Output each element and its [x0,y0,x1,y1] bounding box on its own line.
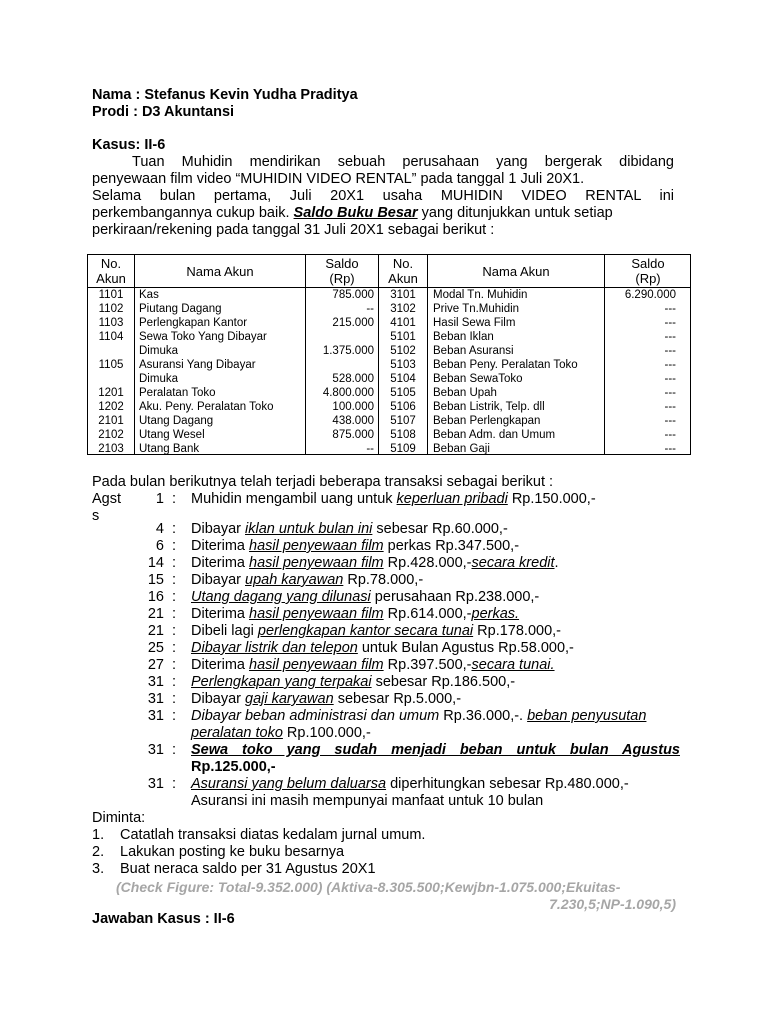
account-name: Piutang Dagang [139,303,222,315]
account-balance: --- [664,429,676,441]
account-name: Modal Tn. Muhidin [433,289,528,301]
transaction-text-cont: Asuransi ini masih mempunyai manfaat untuk 10 bulan [191,793,544,809]
account-number: 5106 [390,401,416,413]
header-no-akun-right: No. Akun [388,256,418,286]
account-name: Beban Peny. Peralatan Toko [433,359,578,371]
account-balance: -- [366,443,374,455]
account-name: Dimuka [139,345,178,357]
transaction-day: 31 [147,776,164,792]
account-name: Utang Wesel [139,429,205,441]
account-balance: 438.000 [332,415,374,427]
transaction-text-cont: peralatan toko Rp.100.000,- [191,725,371,741]
account-balance: 215.000 [332,317,374,329]
ledger-balance-table [87,254,691,455]
intro-line-2: penyewaan film video “MUHIDIN VIDEO RENTAL” pada tanggal 1 Juli 20X1. [92,171,585,187]
header-saldo-right: Saldo (Rp) [631,256,665,286]
account-number: 1101 [98,289,124,301]
transaction-day: 31 [147,674,164,690]
colon: : [172,708,177,724]
account-balance: --- [664,387,676,399]
transaction-text: Asuransi yang belum daluarsa diperhitungkan sebesar Rp.480.000,- [191,776,629,792]
colon: : [172,538,177,554]
transaction-day: 31 [147,691,164,707]
month-label: Agst [92,491,122,507]
colon: : [172,623,177,639]
account-number: 5108 [390,429,416,441]
transaction-day: 21 [147,606,164,622]
account-balance: 528.000 [332,373,374,385]
account-balance: --- [664,317,676,329]
colon: : [172,572,177,588]
account-balance: --- [664,415,676,427]
requirement-item: 2. Lakukan posting ke buku besarnya [92,844,345,860]
transaction-text: Diterima hasil penyewaan film perkas Rp.347.500,- [191,538,520,554]
account-balance: --- [664,443,676,455]
account-name: Beban SewaToko [433,373,523,385]
case-title: Kasus: II-6 [92,137,166,153]
account-number: 5104 [390,373,416,385]
transaction-text: Dibayar listrik dan telepon untuk Bulan Agustus Rp.58.000,- [191,640,574,656]
transactions-intro: Pada bulan berikutnya telah terjadi beberapa transaksi sebagai berikut : [92,474,554,490]
account-balance: --- [664,303,676,315]
account-name: Aku. Peny. Peralatan Toko [139,401,274,413]
transaction-text: Dibayar iklan untuk bulan ini sebesar Rp.60.000,- [191,521,508,537]
transaction-day: 21 [147,623,164,639]
transaction-text: Perlengkapan yang terpakai sebesar Rp.186.500,- [191,674,516,690]
intro-line-1: Tuan Muhidin mendirikan sebuah perusahaan yang bergerak dibidang [132,154,674,170]
account-name: Utang Dagang [139,415,214,427]
intro-line-4: perkembangannya cukup baik. Saldo Buku Besar yang ditunjukkan untuk setiap [92,205,613,221]
account-name: Beban Iklan [433,331,494,343]
transaction-text: Sewa toko yang sudah menjadi beban untuk bulan Agustus [191,742,680,758]
check-figure-line-2: 7.230,5;NP-1.090,5) [549,896,676,912]
account-number: 1201 [98,387,124,399]
account-number: 5107 [390,415,416,427]
header-no-akun-left: No. Akun [96,256,126,286]
colon: : [172,674,177,690]
transaction-text-cont: Rp.125.000,- [191,759,276,775]
account-name: Beban Perlengkapan [433,415,541,427]
account-number: 2101 [98,415,124,427]
transaction-text: Muhidin mengambil uang untuk keperluan pribadi Rp.150.000,- [191,491,596,507]
account-balance: 875.000 [332,429,374,441]
account-number: 1103 [98,317,124,329]
account-number: 5102 [390,345,416,357]
account-number: 2103 [98,443,124,455]
account-number: 3102 [390,303,416,315]
account-name: Kas [139,289,159,301]
account-number: 5101 [390,331,416,343]
table-divider [427,255,428,454]
transaction-day: 1 [155,491,164,507]
colon: : [172,521,177,537]
account-name: Utang Bank [139,443,200,455]
intro-line-3: Selama bulan pertama, Juli 20X1 usaha MUHIDIN VIDEO RENTAL ini [92,188,674,204]
account-balance: 6.290.000 [624,289,676,301]
account-name: Prive Tn.Muhidin [433,303,520,315]
requirement-item: 1. Catatlah transaksi diatas kedalam jurnal umum. [92,827,426,843]
colon: : [172,640,177,656]
transaction-day: 16 [147,589,164,605]
colon: : [172,491,177,507]
account-number: 2102 [98,429,124,441]
transaction-text: Diterima hasil penyewaan film Rp.397.500,-secara tunai. [191,657,555,673]
transaction-text: Dibayar beban administrasi dan umum Rp.36.000,-. beban penyusutan [191,708,647,724]
requirements-title: Diminta: [92,810,146,826]
account-name: Dimuka [139,373,178,385]
account-name: Beban Upah [433,387,497,399]
transaction-day: 4 [155,521,164,537]
account-balance: -- [366,303,374,315]
transaction-day: 25 [147,640,164,656]
table-divider [134,255,135,454]
transaction-day: 6 [155,538,164,554]
saldo-buku-besar-emphasis: Saldo Buku Besar [293,205,418,221]
transaction-text: Diterima hasil penyewaan film Rp.614.000,-perkas. [191,606,520,622]
account-balance: --- [664,359,676,371]
account-number: 5105 [390,387,416,399]
account-name: Hasil Sewa Film [433,317,516,329]
account-name: Asuransi Yang Dibayar [139,359,256,371]
requirement-item: 3. Buat neraca saldo per 31 Agustus 20X1 [92,861,376,877]
transaction-text: Diterima hasil penyewaan film Rp.428.000,-secara kredit. [191,555,559,571]
account-name: Beban Gaji [433,443,490,455]
transaction-day: 31 [147,708,164,724]
account-number: 3101 [390,289,416,301]
account-name: Peralatan Toko [139,387,216,399]
account-balance: --- [664,401,676,413]
header-nama-akun-right: Nama Akun [482,264,550,279]
colon: : [172,555,177,571]
account-number: 5103 [390,359,416,371]
account-number: 1202 [98,401,124,413]
account-balance: 785.000 [332,289,374,301]
account-name: Sewa Toko Yang Dibayar [139,331,267,343]
colon: : [172,776,177,792]
account-name: Beban Listrik, Telp. dll [433,401,545,413]
month-label-wrap: s [92,508,100,524]
student-name: Nama : Stefanus Kevin Yudha Praditya [92,87,358,103]
account-number: 1104 [98,331,124,343]
colon: : [172,606,177,622]
transaction-day: 27 [147,657,164,673]
answer-title: Jawaban Kasus : II-6 [92,911,235,927]
account-name: Beban Adm. dan Umum [433,429,556,441]
intro-line-5: perkiraan/rekening pada tanggal 31 Juli 20X1 sebagai berikut : [92,222,495,238]
transaction-day: 14 [147,555,164,571]
transaction-text: Dibeli lagi perlengkapan kantor secara tunai Rp.178.000,- [191,623,562,639]
colon: : [172,742,177,758]
account-balance: --- [664,331,676,343]
transaction-text: Dibayar upah karyawan Rp.78.000,- [191,572,424,588]
account-balance: 100.000 [332,401,374,413]
account-number: 1105 [98,359,124,371]
account-name: Beban Asuransi [433,345,514,357]
account-balance: --- [664,373,676,385]
transaction-day: 15 [147,572,164,588]
header-nama-akun-left: Nama Akun [186,264,254,279]
study-program: Prodi : D3 Akuntansi [92,104,235,120]
colon: : [172,657,177,673]
account-name: Perlengkapan Kantor [139,317,248,329]
transaction-text: Dibayar gaji karyawan sebesar Rp.5.000,- [191,691,462,707]
account-balance: 1.375.000 [322,345,374,357]
account-balance: 4.800.000 [322,387,374,399]
transaction-text: Utang dagang yang dilunasi perusahaan Rp.238.000,- [191,589,540,605]
account-number: 5109 [390,443,416,455]
account-balance: --- [664,345,676,357]
transaction-day: 31 [147,742,164,758]
account-number: 1102 [98,303,124,315]
colon: : [172,691,177,707]
check-figure-line-1: (Check Figure: Total-9.352.000) (Aktiva-8.305.500;Kewjbn-1.075.000;Ekuitas- [116,879,621,895]
account-number: 4101 [390,317,416,329]
header-saldo-left: Saldo (Rp) [325,256,359,286]
colon: : [172,589,177,605]
